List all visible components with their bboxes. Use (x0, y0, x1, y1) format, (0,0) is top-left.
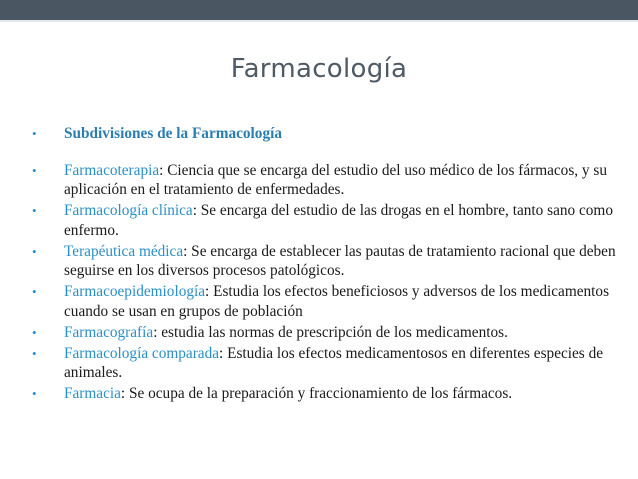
bullet-icon: • (32, 284, 37, 299)
bullet-icon: • (32, 243, 37, 259)
subdivisions-heading (32, 124, 622, 144)
top-bar-accent (0, 20, 638, 22)
list-item (32, 201, 622, 240)
item-description: : Estudia los efectos medicamentosos en diferentes especies de animales. (64, 344, 604, 381)
item-description: : Se ocupa de la preparación y fraccionamiento de los fármacos. (120, 385, 513, 402)
list-item (32, 282, 622, 321)
item-term: Farmacología comparada (64, 344, 220, 362)
item-description: : Se encarga del estudio de las drogas en el hombre, tanto sano como enfermo. (64, 202, 613, 239)
bullet-icon: • (32, 345, 37, 361)
item-term: Farmacografía (64, 323, 154, 341)
item-description: : Ciencia que se encarga del estudio del uso médico de los fármacos, y su aplicación en el tratamiento de enfermedades. (64, 161, 608, 198)
item-term: Farmacología clínica (64, 202, 193, 219)
list-item (32, 384, 622, 404)
item-term: Terapéutica médica (64, 242, 184, 260)
item-description: : Estudia los efectos beneficiosos y adversos de los medicamentos cuando se usan en grupos de población (64, 283, 610, 320)
item-term: Farmacoepidemiología (64, 283, 206, 300)
item-term: Farmacoterapia (64, 161, 160, 179)
bullet-icon: • (32, 203, 37, 218)
heading-text: Subdivisiones de la Farmacología (64, 125, 283, 142)
slide-title: Farmacología (230, 54, 408, 84)
list-item (32, 323, 622, 343)
list-item (32, 242, 622, 281)
top-decorative-bar (0, 0, 638, 20)
list-item (32, 344, 622, 383)
bullet-icon: • (32, 324, 37, 340)
bullet-icon: • (32, 162, 37, 178)
item-term: Farmacia (64, 385, 121, 402)
list-item (32, 161, 622, 200)
item-description: : Se encarga de establecer las pautas de tratamiento racional que deben seguirse en los diversos procesos patológicos. (64, 242, 616, 279)
bullet-icon: • (32, 386, 37, 401)
slide-body (32, 124, 622, 405)
item-description: : estudia las normas de prescripción de los medicamentos. (153, 323, 508, 341)
bullet-icon: • (32, 126, 37, 141)
